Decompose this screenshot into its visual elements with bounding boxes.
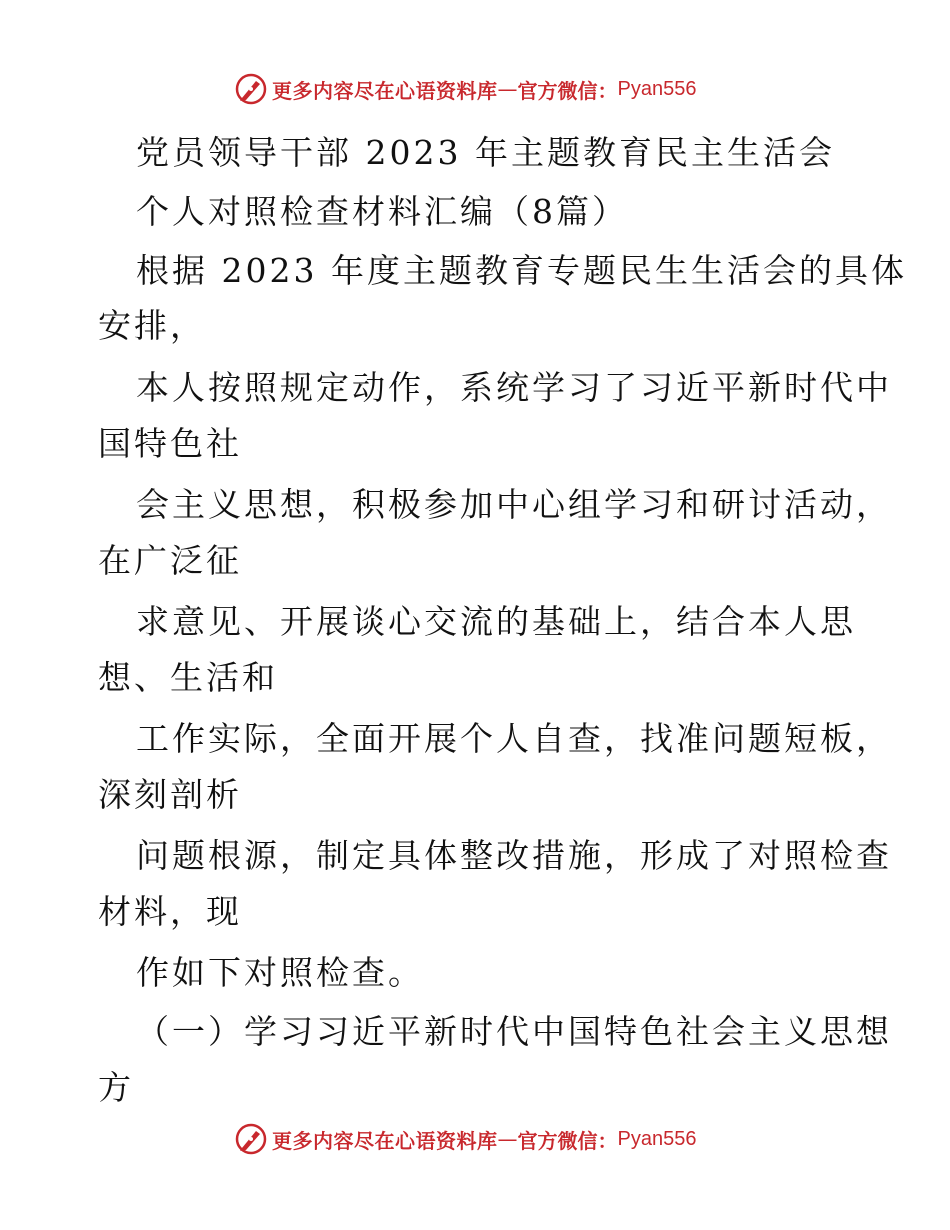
banner-text: 更多内容尽在心语资料库 — [272, 78, 498, 103]
paragraph-line: 作如下对照检查。 — [136, 953, 424, 992]
banner-dash: — — [497, 77, 518, 101]
paragraph-line: 想、生活和 — [98, 658, 278, 697]
paragraph-line: 方 — [98, 1068, 134, 1107]
banner-dash: — — [497, 1127, 518, 1151]
paragraph-line: 求意见、开展谈心交流的基础上，结合本人思 — [136, 602, 856, 641]
document-title-line-2: 个人对照检查材料汇编（8篇） — [136, 192, 628, 231]
paragraph-line: 国特色社 — [98, 424, 242, 463]
banner-text: 更多内容尽在心语资料库 — [272, 1128, 498, 1153]
banner-wechat-label: 官方微信： — [517, 78, 618, 103]
paragraph-line: 根据 2023 年度主题教育专题民生生活会的具体 — [136, 251, 907, 290]
paragraph-line: 安排， — [98, 306, 206, 345]
paragraph-line: 问题根源，制定具体整改措施，形成了对照检查 — [136, 836, 892, 875]
document-title-line-1: 党员领导干部 2023 年主题教育民主生活会 — [136, 133, 835, 172]
pen-logo-icon — [234, 1122, 268, 1156]
paragraph-line: 会主义思想，积极参加中心组学习和研讨活动， — [136, 485, 892, 524]
paragraph-line: 材料，现 — [98, 892, 242, 931]
banner-wechat-id: Pyan556 — [617, 77, 697, 100]
paragraph-line: 工作实际，全面开展个人自查，找准问题短板， — [136, 719, 892, 758]
paragraph-line: 深刻剖析 — [98, 775, 242, 814]
paragraph-line: 在广泛征 — [98, 541, 242, 580]
section-heading-line: （一）学习习近平新时代中国特色社会主义思想 — [136, 1012, 892, 1051]
banner-wechat-label: 官方微信： — [517, 1128, 618, 1153]
pen-logo-icon — [234, 72, 268, 106]
footer-banner — [0, 1120, 950, 1160]
paragraph-line: 本人按照规定动作，系统学习了习近平新时代中 — [136, 368, 892, 407]
banner-wechat-id: Pyan556 — [617, 1127, 697, 1150]
header-banner — [0, 70, 950, 110]
